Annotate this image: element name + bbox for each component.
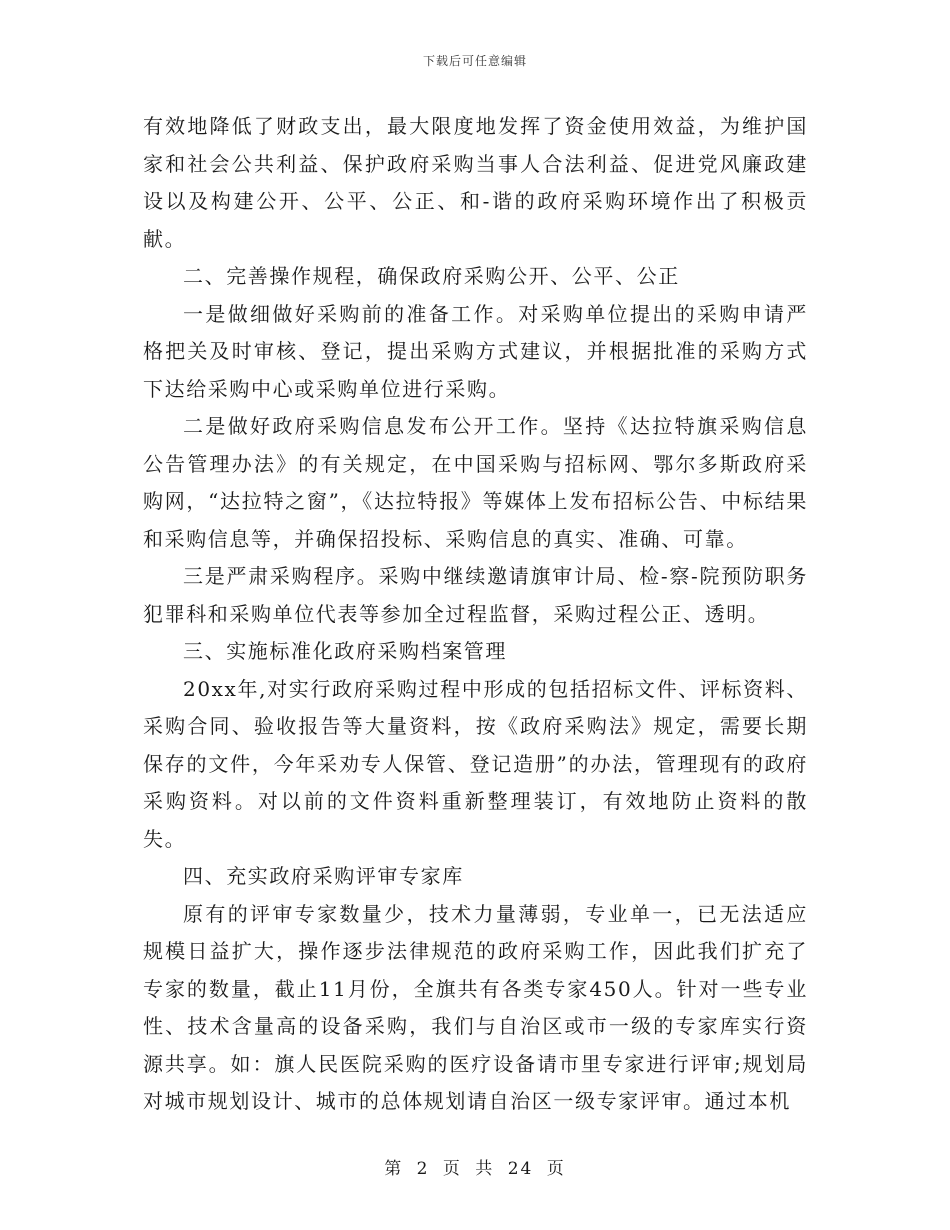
paragraph-3: 一是做细做好采购前的准备工作。对采购单位提出的采购申请严格把关及时审核、登记，提出采购方式建议，并根据批准的采购方式下达给采购中心或采购单位进行采购。 [143,301,808,401]
section-heading-3: 三、实施标准化政府采购档案管理 [183,639,507,663]
paragraph-7: 20xx年,对实行政府采购过程中形成的包括招标文件、评标资料、采购合同、验收报告等大量资料，按《政府采购法》规定，需要长期保存的文件，今年采劝专人保管、登记造册”的办法，管理现有的政府采购资料。对以前的文件资料重新整理装订，有效地防止资料的散失。 [143,676,808,851]
paragraph-5: 三是严肃采购程序。采购中继续邀请旗审计局、检-察-院预防职务犯罪科和采购单位代表等参加全过程监督，采购过程公正、透明。 [143,564,808,626]
paragraph-1: 有效地降低了财政支出，最大限度地发挥了资金使用效益，为维护国家和社会公共利益、保护政府采购当事人合法利益、促进党风廉政建设以及构建公开、公平、公正、和-谐的政府采购环境作出了积极贡献。 [143,114,808,251]
document-body [143,108,808,1121]
page-footer: 第 2 页 共 24 页 [384,1159,566,1179]
paragraph-4: 二是做好政府采购信息发布公开工作。坚持《达拉特旗采购信息公告管理办法》的有关规定，在中国采购与招标网、鄂尔多斯政府采购网，“达拉特之窗”，《达拉特报》等媒体上发布招标公告、中标结果和采购信息等，并确保招投标、采购信息的真实、准确、可靠。 [143,414,808,551]
page-header: 下载后可任意编辑 [422,54,527,68]
paragraph-9: 原有的评审专家数量少，技术力量薄弱，专业单一，已无法适应规模日益扩大，操作逐步法律规范的政府采购工作，因此我们扩充了专家的数量，截止11月份，全旗共有各类专家450人。针对一些专业性、技术含量高的设备采购，我们与自治区或市一级的专家库实行资源共享。如：旗人民医院采购的医疗设备请市里专家进行评审;规划局对城市规划设计、城市的总体规划请自治区一级专家评审。通过本机 [143,901,808,1113]
section-heading-2: 二、完善操作规程，确保政府采购公开、公平、公正 [183,264,680,288]
section-heading-4: 四、充实政府采购评审专家库 [183,864,464,888]
